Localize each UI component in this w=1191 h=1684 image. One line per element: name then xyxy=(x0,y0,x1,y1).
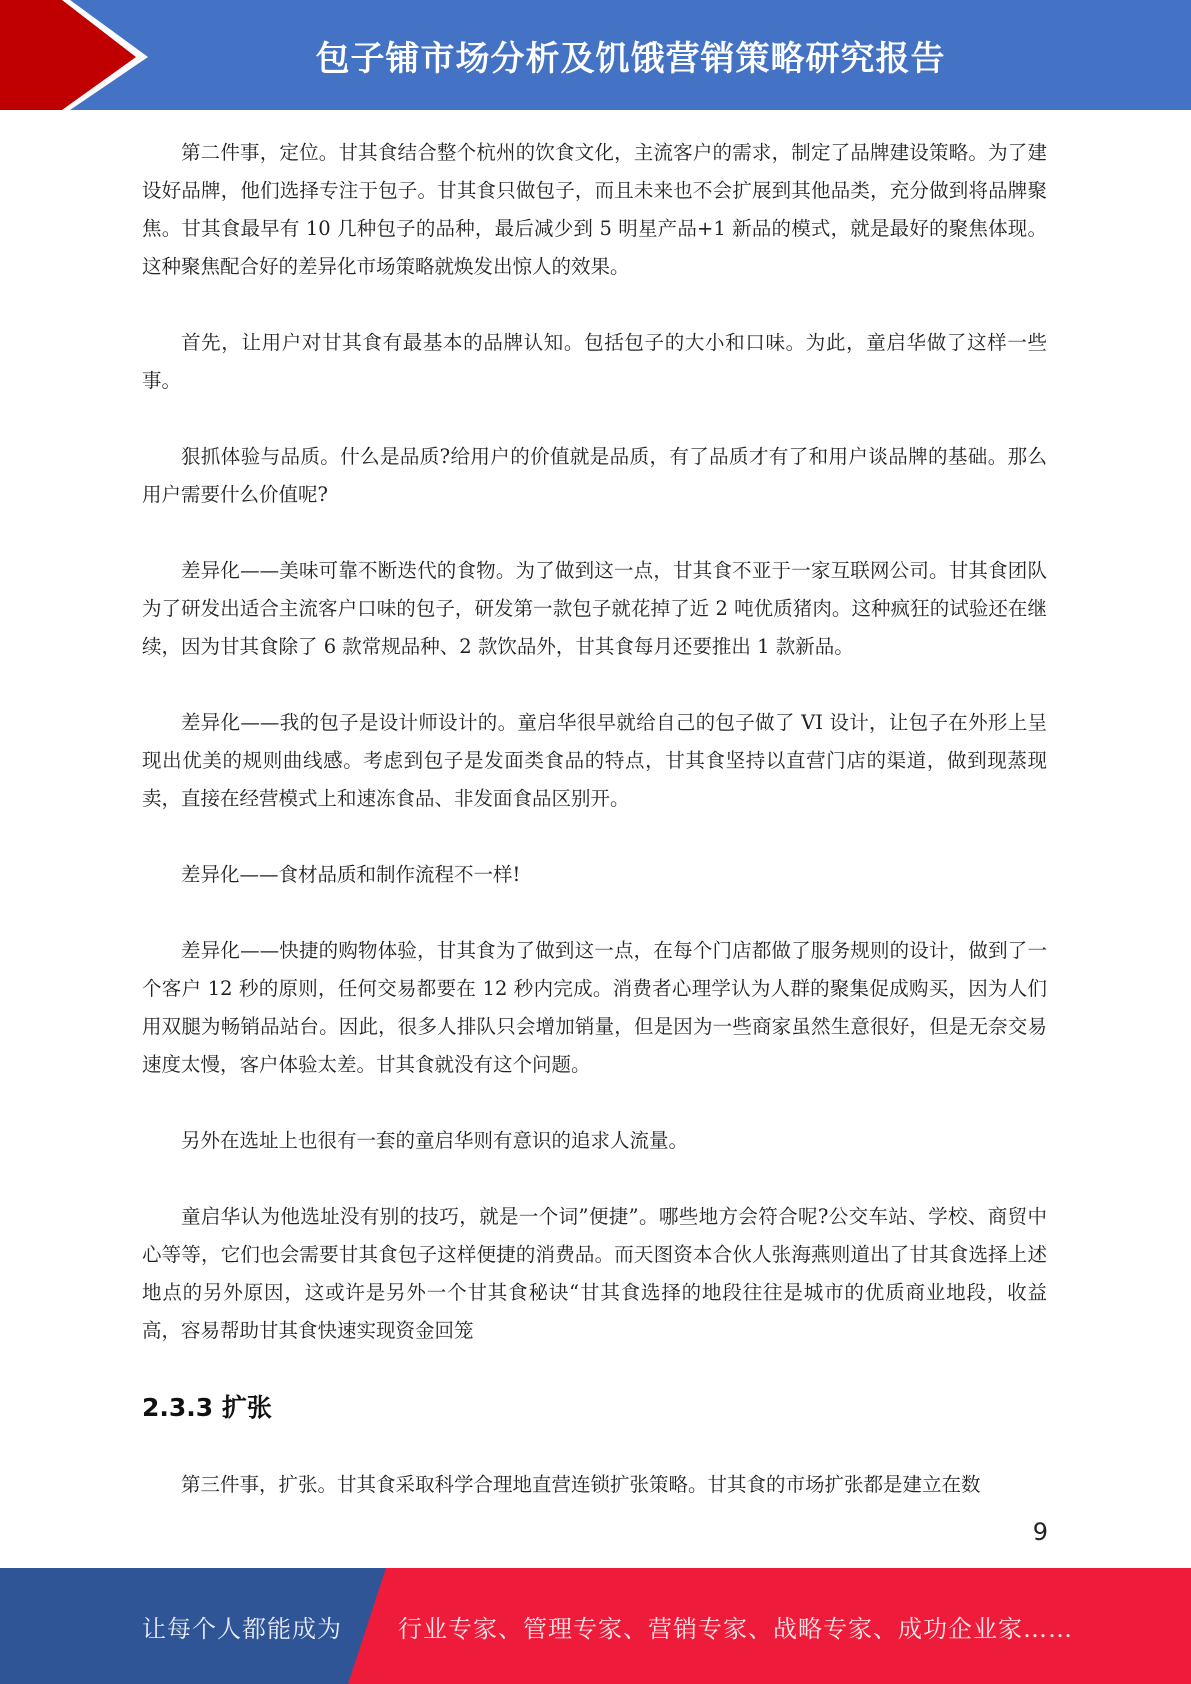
paragraph-site-selection: 另外在选址上也很有一套的童启华则有意识的追求人流量。 xyxy=(181,1129,689,1152)
header-arrow-icon xyxy=(0,0,160,110)
paragraph-positioning: 第二件事，定位。甘其食结合整个杭州的饮食文化，主流客户的需求，制定了品牌建设策略。为了建设好品牌，他们选择专注于包子。甘其食只做包子，而且未来也不会扩展到其他品类，充分做到将品牌聚焦。甘其食最早有 10 几种包子的品种，最后减少到 5 明星产品+1 新品的模式，就是最好的聚焦体现。这种聚焦配合好的差异化市场策略就焕发出惊人的效果。 xyxy=(142,141,1047,278)
paragraph-differentiation-design: 差异化——我的包子是设计师设计的。童启华很早就给自己的包子做了 VI 设计，让包子在外形上呈现出优美的规则曲线感。考虑到包子是发面类食品的特点，甘其食坚持以直营门店的渠道，做到现蒸现卖，直接在经营模式上和速冻食品、非发面食品区别开。 xyxy=(142,711,1047,810)
page-footer xyxy=(0,1568,1191,1684)
footer-slogan-right: 行业专家、管理专家、营销专家、战略专家、成功企业家…… xyxy=(398,1614,1073,1643)
paragraph-expansion: 第三件事，扩张。甘其食采取科学合理地直营连锁扩张策略。甘其食的市场扩张都是建立在数 xyxy=(181,1473,981,1496)
paragraph-quality: 狠抓体验与品质。什么是品质?给用户的价值就是品质，有了品质才有了和用户谈品牌的基础。那么用户需要什么价值呢? xyxy=(142,445,1047,506)
document-body xyxy=(142,134,1047,1504)
document-title: 包子铺市场分析及饥饿营销策略研究报告 xyxy=(315,38,946,79)
paragraph-differentiation-ingredients: 差异化——食材品质和制作流程不一样! xyxy=(181,863,521,886)
paragraph-differentiation-speed: 差异化——快捷的购物体验，甘其食为了做到这一点，在每个门店都做了服务规则的设计，做到了一个客户 12 秒的原则，任何交易都要在 12 秒内完成。消费者心理学认为人群的聚集促成购买，因为人们用双腿为畅销品站台。因此，很多人排队只会增加销量，但是因为一些商家虽然生意很好，但是无奈交易速度太慢，客户体验太差。甘其食就没有这个问题。 xyxy=(142,939,1047,1076)
paragraph-differentiation-food: 差异化——美味可靠不断迭代的食物。为了做到这一点，甘其食不亚于一家互联网公司。甘其食团队为了研发出适合主流客户口味的包子，研发第一款包子就花掉了近 2 吨优质猪肉。这种疯狂的试验还在继续，因为甘其食除了 6 款常规品种、2 款饮品外，甘其食每月还要推出 1 款新品。 xyxy=(142,559,1047,658)
page-number: 9 xyxy=(1032,1518,1048,1546)
paragraph-brand-awareness: 首先，让用户对甘其食有最基本的品牌认知。包括包子的大小和口味。为此，童启华做了这样一些事。 xyxy=(142,331,1047,392)
section-heading: 2.3.3 扩张 xyxy=(142,1393,272,1422)
footer-slogan-left: 让每个人都能成为 xyxy=(142,1614,342,1643)
paragraph-convenience: 童启华认为他选址没有别的技巧，就是一个词”便捷”。哪些地方会符合呢?公交车站、学校、商贸中心等等，它们也会需要甘其食包子这样便捷的消费品。而天图资本合伙人张海燕则道出了甘其食选择上述地点的另外原因，这或许是另外一个甘其食秘诀“甘其食选择的地段往往是城市的优质商业地段，收益高，容易帮助甘其食快速实现资金回笼 xyxy=(142,1205,1047,1342)
page-header xyxy=(0,0,1191,110)
